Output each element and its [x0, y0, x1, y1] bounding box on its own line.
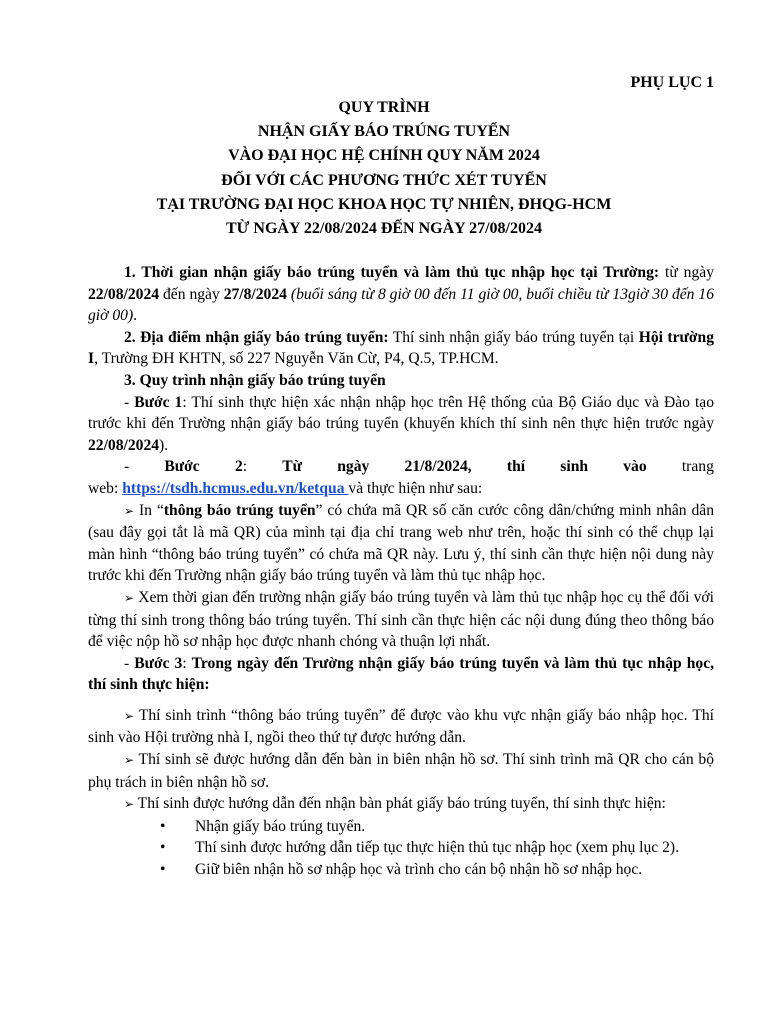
dash: -	[124, 654, 135, 672]
arrow-item-1	[88, 500, 714, 587]
title-line: NHẬN GIẤY BÁO TRÚNG TUYỂN	[257, 123, 511, 141]
appendix-label: PHỤ LỤC 1	[630, 74, 714, 91]
step-3-heading: Trong ngày đến Trường nhận giấy báo trúng tuyển và làm thủ tục nhập học, thí sinh thực hiện:	[88, 654, 715, 694]
section-2-paragraph	[88, 327, 714, 370]
step-3-label: Bước 3	[134, 654, 183, 672]
list-item	[88, 816, 714, 838]
text: Thí sinh trình “thông báo trúng tuyển” để được vào khu vực nhận giấy báo nhập học. Thí sinh vào Hội trường nhà I, ngồi theo thứ tự được hướng dẫn.	[88, 706, 714, 747]
list-item-text: Giữ biên nhận hồ sơ nhập học và trình cho cán bộ nhận hồ sơ nhập học.	[195, 861, 643, 879]
bullet-list	[88, 816, 714, 881]
list-item	[88, 859, 714, 881]
text: Xem thời gian đến trường nhận giấy báo trúng tuyển và làm thủ tục nhập học cụ thể đối với từng thí sinh trong thông báo trúng tuyển. Thí sinh cần thực hiện các nội dung đúng theo thông báo để việc nộp hồ sơ nhập học được nhanh chóng và thuận lợi nhất.	[88, 588, 714, 651]
colon: :	[182, 654, 192, 672]
dash: -	[124, 458, 130, 476]
deadline-date: 22/08/2024	[88, 436, 160, 454]
section-1-heading: 1. Thời gian nhận giấy báo trúng tuyển và làm thủ tục nhập học tại Trường:	[124, 264, 660, 281]
word: trang	[681, 458, 714, 476]
step-3-paragraph	[88, 653, 714, 696]
word: ngày	[337, 458, 370, 476]
section-3-heading	[88, 370, 714, 392]
arrow-item-2	[88, 587, 714, 653]
section-1-paragraph	[88, 262, 714, 327]
title-line: TỪ NGÀY 22/08/2024 ĐẾN NGÀY 27/08/2024	[226, 220, 542, 238]
word: Từ	[282, 458, 303, 476]
list-item-text: Nhận giấy báo trúng tuyển.	[195, 817, 366, 835]
document-title	[0, 96, 768, 241]
title-line: ĐỐI VỚI CÁC PHƯƠNG THỨC XÉT TUYỂN	[221, 171, 547, 189]
arrow-bullet-icon: ➢	[124, 753, 135, 768]
text: Thí sinh nhận giấy báo trúng tuyển tại	[388, 328, 639, 346]
arrow-bullet-icon: ➢	[124, 503, 135, 518]
title-line: TẠI TRƯỜNG ĐẠI HỌC KHOA HỌC TỰ NHIÊN, ĐHQG-HCM	[156, 195, 612, 213]
arrow-item-4	[88, 749, 714, 793]
bullet-icon: •	[160, 839, 166, 857]
end-date: 27/8/2024	[223, 285, 287, 303]
section-2-heading: 2. Địa điểm nhận giấy báo trúng tuyển:	[124, 328, 389, 346]
step-2-line	[88, 456, 714, 478]
bullet-icon: •	[160, 861, 166, 879]
arrow-bullet-icon: ➢	[124, 708, 135, 723]
arrow-item-3	[88, 705, 714, 749]
colon: :	[242, 458, 248, 476]
section-3-heading-text: 3. Quy trình nhận giấy báo trúng tuyển	[124, 371, 386, 389]
text: Thí sinh được hướng dẫn đến nhận bàn phát giấy báo trúng tuyển, thí sinh thực hiện:	[134, 795, 666, 813]
text: đến ngày	[159, 285, 224, 303]
schedule-note: (buổi sáng từ 8 giờ 00 đến 11 giờ 00, buổi chiều từ 13giờ 30 đến 16 giờ 00)	[88, 285, 714, 325]
text: từ ngày	[659, 264, 714, 281]
list-item	[88, 837, 714, 859]
title-line: VÀO ĐẠI HỌC HỆ CHÍNH QUY NĂM 2024	[228, 147, 540, 165]
text: : Thí sinh thực hiện xác nhận nhập học trên Hệ thống của Bộ Giáo dục và Đào tạo trước khi đến Trường nhận giấy báo trúng tuyển (khuyến khích thí sinh nên thực hiện trước ngày	[88, 393, 714, 433]
bullet-icon: •	[160, 817, 166, 835]
dash: -	[124, 393, 135, 411]
text: ” có chứa mã QR số căn cước công dân/chứng minh nhân dân (sau đây gọi tắt là mã QR) của mình tại địa chỉ trang web như trên, hoặc thí sinh có thể chụp lại màn hình “thông báo trúng tuyển” có chứa mã QR này. Lưu ý, thí sinh cần thực hiện nội dung này trước khi đến Trường nhận giấy báo trúng tuyển và làm thủ tục nhập học.	[88, 501, 714, 585]
venue-name: Hội trường I	[88, 328, 714, 368]
title-line: QUY TRÌNH	[338, 99, 430, 116]
step-2-web-line	[88, 478, 714, 500]
step-1-paragraph	[88, 392, 714, 457]
word: thí	[506, 458, 526, 476]
arrow-bullet-icon: ➢	[124, 797, 135, 812]
results-link[interactable]: https://tsdh.hcmus.edu.vn/ketqua	[122, 479, 349, 497]
arrow-item-5	[88, 793, 714, 816]
word: sinh	[560, 458, 589, 476]
text: và thực hiện như sau:	[348, 479, 483, 497]
step-1-label: Bước 1	[134, 393, 183, 411]
document-body	[88, 262, 714, 881]
text: web:	[88, 479, 123, 497]
notice-term: thông báo trúng tuyển	[163, 501, 316, 519]
text: ).	[159, 436, 169, 454]
step-2-date: 21/8/2024,	[404, 458, 472, 476]
text: , Trường ĐH KHTN, số 227 Nguyễn Văn Cừ, P4, Q.5, TP.HCM.	[94, 350, 499, 368]
text: Thí sinh sẽ được hướng dẫn đến bàn in biên nhận hồ sơ. Thí sinh trình mã QR cho cán bộ phụ trách in biên nhận hồ sơ.	[88, 751, 714, 791]
text: .	[133, 307, 138, 325]
step-2-label: Bước	[164, 458, 200, 476]
step-2-number: 2	[234, 458, 243, 476]
start-date: 22/08/2024	[88, 285, 160, 303]
word: vào	[623, 458, 647, 476]
arrow-bullet-icon: ➢	[124, 590, 135, 605]
list-item-text: Thí sinh được hướng dẫn tiếp tục thực hiện thủ tục nhập học (xem phụ lục 2).	[195, 839, 680, 857]
text: In “	[134, 501, 164, 519]
